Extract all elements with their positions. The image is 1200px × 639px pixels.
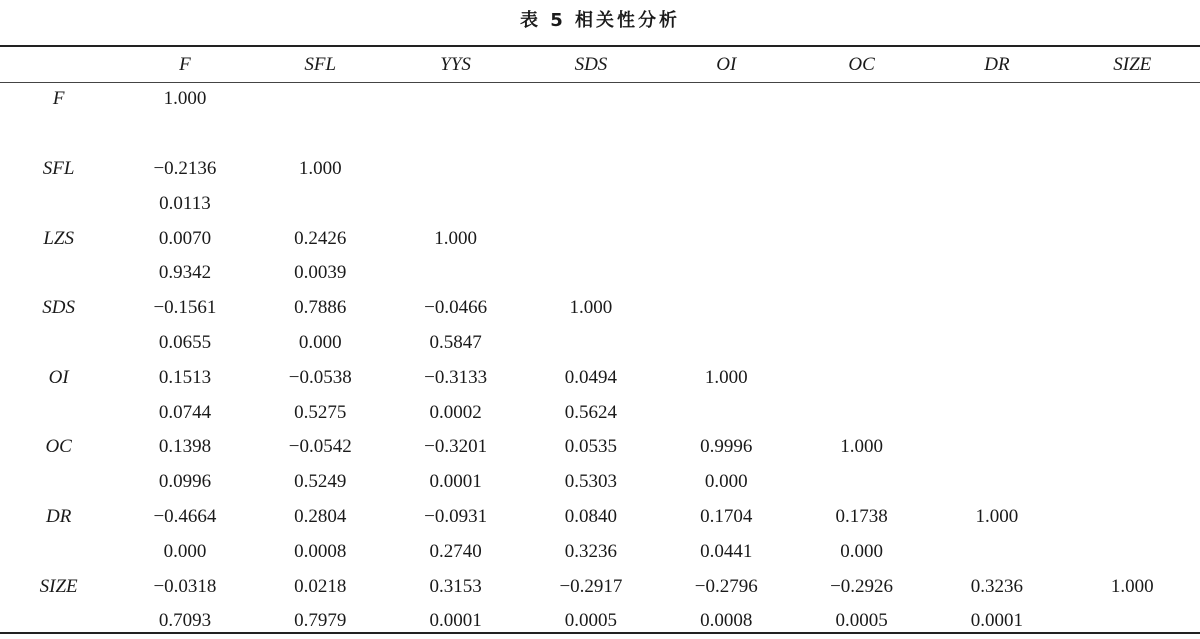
empty-cell: [523, 186, 658, 221]
empty-cell: [388, 256, 523, 291]
empty-cell: [1065, 291, 1200, 326]
table-title: 表 5 相关性分析: [519, 10, 681, 31]
empty-cell: [253, 117, 388, 152]
empty-cell: [253, 82, 388, 117]
empty-cell: [794, 117, 929, 152]
column-header: YYS: [440, 53, 471, 75]
coefficient-cell: 1.000: [569, 297, 613, 319]
empty-cell: [388, 186, 523, 221]
coefficient-row: [0, 500, 1200, 535]
p-value-row: [0, 534, 1200, 569]
p-value-cell: 0.7979: [294, 610, 347, 632]
row-label: OI: [48, 366, 69, 388]
p-value-cell: 0.000: [840, 540, 883, 562]
coefficient-cell: 0.1513: [158, 366, 212, 388]
empty-cell: [794, 221, 929, 256]
row-label: SIZE: [39, 575, 78, 597]
empty-cell: [523, 256, 658, 291]
coefficient-cell: 1.000: [1110, 575, 1154, 597]
coefficient-cell: 0.0494: [564, 366, 618, 388]
column-header: OI: [716, 53, 737, 75]
empty-cell: [253, 186, 388, 221]
p-value-cell: 0.5275: [294, 401, 347, 423]
empty-cell: [929, 186, 1064, 221]
coefficient-cell: −0.0538: [288, 366, 352, 388]
empty-cell: [659, 186, 794, 221]
coefficient-cell: −0.0542: [288, 436, 352, 458]
empty-cell: [794, 256, 929, 291]
empty-cell: [794, 326, 929, 361]
corner-cell: [0, 47, 117, 82]
empty-cell: [929, 326, 1064, 361]
p-value-cell: 0.3236: [564, 540, 618, 562]
empty-cell: [659, 256, 794, 291]
empty-cell: [929, 152, 1064, 187]
empty-cell: [1065, 82, 1200, 117]
p-value-cell: 0.5303: [564, 471, 618, 493]
empty-cell: [523, 221, 658, 256]
coefficient-cell: 0.2804: [294, 505, 347, 527]
coefficient-cell: 0.1398: [158, 436, 212, 458]
coefficient-cell: 1.000: [840, 436, 883, 458]
empty-cell: [929, 395, 1064, 430]
coefficient-row: [0, 291, 1200, 326]
p-value-cell: 0.9342: [158, 262, 212, 284]
p-value-cell: 0.2740: [429, 540, 482, 562]
empty-cell: [659, 326, 794, 361]
empty-cell: [1065, 256, 1200, 291]
coefficient-cell: 0.0070: [158, 227, 212, 249]
coefficient-row: [0, 569, 1200, 604]
empty-cell: [659, 221, 794, 256]
empty-cell: [929, 221, 1064, 256]
empty-cell: [794, 465, 929, 500]
p-value-cell: 0.0001: [970, 610, 1024, 632]
p-value-cell: 0.0005: [564, 610, 618, 632]
header-row: [0, 47, 1200, 82]
p-value-cell: 0.7093: [158, 610, 212, 632]
coefficient-cell: −0.2796: [694, 575, 758, 597]
empty-cell: [0, 604, 117, 639]
empty-cell: [929, 82, 1064, 117]
empty-cell: [659, 82, 794, 117]
p-value-cell: 0.0655: [158, 331, 212, 353]
column-header: F: [179, 53, 191, 75]
empty-cell: [388, 117, 523, 152]
coefficient-cell: −0.2917: [559, 575, 623, 597]
p-value-row: [0, 465, 1200, 500]
row-label: LZS: [43, 227, 74, 249]
empty-cell: [659, 291, 794, 326]
empty-cell: [1065, 152, 1200, 187]
p-value-row: [0, 256, 1200, 291]
p-value-cell: 0.0039: [294, 262, 347, 284]
empty-cell: [1065, 430, 1200, 465]
coefficient-cell: −0.3133: [424, 366, 488, 388]
empty-cell: [1065, 500, 1200, 535]
p-value-cell: 0.0008: [294, 540, 347, 562]
empty-cell: [794, 186, 929, 221]
p-value-cell: 0.0001: [429, 610, 482, 632]
empty-cell: [659, 117, 794, 152]
coefficient-cell: 0.0218: [294, 575, 347, 597]
coefficient-cell: 0.2426: [294, 227, 347, 249]
coefficient-cell: 0.1738: [835, 505, 888, 527]
coefficient-row: [0, 152, 1200, 187]
p-value-cell: 0.0002: [429, 401, 482, 423]
coefficient-cell: 0.0840: [564, 505, 618, 527]
p-value-cell: 0.0005: [835, 610, 888, 632]
coefficient-cell: 1.000: [975, 505, 1019, 527]
correlation-table: [0, 47, 1200, 639]
empty-cell: [523, 152, 658, 187]
empty-cell: [523, 326, 658, 361]
empty-cell: [388, 82, 523, 117]
table-body: [0, 82, 1200, 639]
empty-cell: [1065, 604, 1200, 639]
empty-cell: [0, 465, 117, 500]
p-value-row: [0, 326, 1200, 361]
p-value-cell: 0.0441: [700, 540, 753, 562]
empty-cell: [794, 395, 929, 430]
empty-cell: [1065, 221, 1200, 256]
empty-cell: [929, 430, 1064, 465]
p-value-cell: 0.5847: [429, 331, 482, 353]
coefficient-cell: −0.2136: [153, 157, 217, 179]
p-value-cell: 0.0996: [158, 471, 212, 493]
column-header: SFL: [304, 53, 337, 75]
empty-cell: [0, 186, 117, 221]
empty-cell: [1065, 534, 1200, 569]
empty-cell: [929, 291, 1064, 326]
p-value-cell: 0.5624: [564, 401, 618, 423]
coefficient-cell: 0.0535: [564, 436, 618, 458]
empty-cell: [0, 395, 117, 430]
coefficient-cell: 0.9996: [700, 436, 753, 458]
empty-cell: [929, 117, 1064, 152]
p-value-row: [0, 604, 1200, 639]
coefficient-row: [0, 360, 1200, 395]
empty-cell: [1065, 117, 1200, 152]
coefficient-row: [0, 221, 1200, 256]
empty-cell: [1065, 326, 1200, 361]
empty-cell: [0, 256, 117, 291]
p-value-cell: 0.0113: [159, 192, 211, 214]
empty-cell: [1065, 465, 1200, 500]
empty-cell: [659, 152, 794, 187]
coefficient-cell: 0.7886: [294, 297, 347, 319]
p-value-cell: 0.5249: [294, 471, 347, 493]
empty-cell: [1065, 360, 1200, 395]
column-header: OC: [848, 53, 875, 75]
coefficient-cell: 1.000: [434, 227, 477, 249]
empty-cell: [794, 360, 929, 395]
empty-cell: [1065, 186, 1200, 221]
empty-cell: [794, 152, 929, 187]
empty-cell: [1065, 395, 1200, 430]
coefficient-cell: −0.1561: [153, 297, 217, 319]
column-header: SIZE: [1113, 53, 1152, 75]
p-value-row: [0, 186, 1200, 221]
coefficient-cell: 0.3153: [429, 575, 482, 597]
p-value-cell: 0.0744: [158, 401, 212, 423]
p-value-row: [0, 117, 1200, 152]
empty-cell: [0, 534, 117, 569]
p-value-cell: 0.0008: [700, 610, 753, 632]
coefficient-cell: 1.000: [163, 88, 207, 110]
empty-cell: [929, 534, 1064, 569]
empty-cell: [523, 117, 658, 152]
coefficient-cell: 1.000: [298, 157, 342, 179]
p-value-cell: 0.000: [163, 540, 207, 562]
empty-cell: [929, 465, 1064, 500]
empty-cell: [0, 117, 117, 152]
p-value-cell: 0.000: [298, 331, 342, 353]
row-label: DR: [45, 505, 72, 527]
empty-cell: [794, 82, 929, 117]
row-label: SDS: [42, 297, 75, 319]
coefficient-cell: 1.000: [704, 366, 748, 388]
empty-cell: [117, 117, 252, 152]
empty-cell: [0, 326, 117, 361]
p-value-row: [0, 395, 1200, 430]
empty-cell: [659, 395, 794, 430]
coefficient-cell: 0.3236: [970, 575, 1024, 597]
coefficient-cell: −0.0931: [424, 505, 488, 527]
coefficient-cell: −0.4664: [153, 505, 217, 527]
coefficient-row: [0, 430, 1200, 465]
empty-cell: [794, 291, 929, 326]
row-label: SFL: [42, 157, 75, 179]
coefficient-row: [0, 82, 1200, 117]
coefficient-cell: −0.2926: [830, 575, 894, 597]
coefficient-cell: −0.0466: [424, 297, 488, 319]
row-label: F: [52, 88, 65, 110]
p-value-cell: 0.000: [704, 471, 748, 493]
coefficient-cell: −0.3201: [424, 436, 488, 458]
empty-cell: [929, 360, 1064, 395]
empty-cell: [523, 82, 658, 117]
coefficient-cell: −0.0318: [153, 575, 217, 597]
p-value-cell: 0.0001: [429, 471, 482, 493]
column-header: DR: [984, 53, 1010, 75]
column-header: SDS: [574, 53, 608, 75]
coefficient-cell: 0.1704: [700, 505, 753, 527]
empty-cell: [929, 256, 1064, 291]
empty-cell: [388, 152, 523, 187]
row-label: OC: [45, 436, 72, 458]
